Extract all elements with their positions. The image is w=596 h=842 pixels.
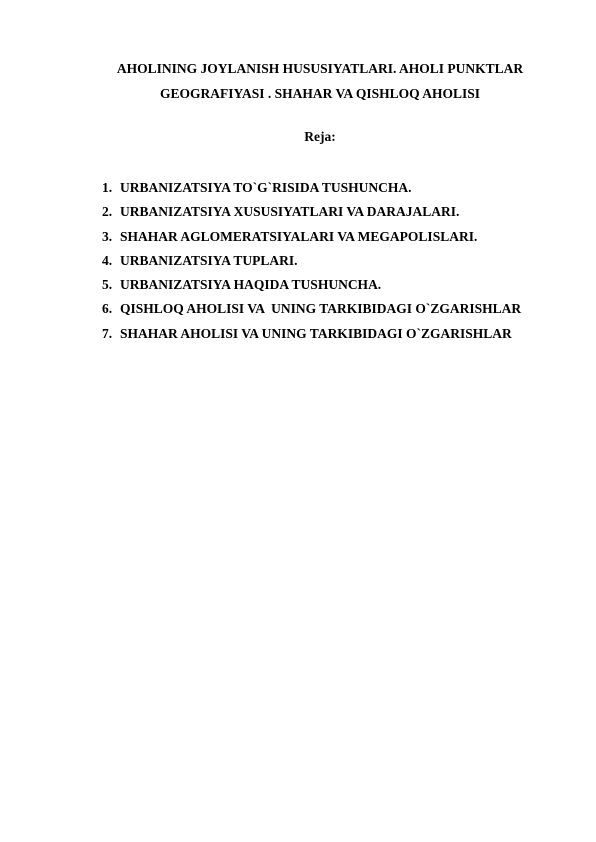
plan-item-number: 1. — [102, 180, 113, 195]
document-title — [90, 56, 550, 106]
plan-item-number: 6. — [102, 301, 113, 317]
plan-item-text: SHAHAR AHOLISI VA UNING TARKIBIDAGI O`ZGARISHLAR — [120, 325, 512, 341]
plan-item — [102, 249, 521, 273]
plan-item-number: 7. — [102, 325, 113, 341]
plan-item-text: SHAHAR AGLOMERATSIYALARI VA MEGAPOLISLARI. — [120, 228, 478, 244]
plan-item — [102, 297, 521, 321]
title-line-2: GEOGRAFIYASI . SHAHAR VA QISHLOQ AHOLISI — [159, 86, 481, 101]
plan-item — [102, 176, 521, 200]
plan-heading: Reja: — [304, 129, 336, 144]
plan-item-number: 3. — [102, 228, 113, 244]
plan-item — [102, 322, 521, 346]
plan-item-text: URBANIZATSIYA XUSUSIYATLARI VA DARAJALARI. — [120, 204, 460, 220]
plan-item — [102, 225, 521, 249]
title-line-1: AHOLINING JOYLANISH HUSUSIYATLARI. AHOLI PUNKTLAR — [116, 61, 524, 76]
plan-item-text: URBANIZATSIYA TUPLARI. — [120, 252, 298, 268]
plan-item-number: 4. — [102, 252, 113, 268]
plan-item-text: URBANIZATSIYA TO`G`RISIDA TUSHUNCHA. — [120, 180, 412, 195]
plan-item — [102, 273, 521, 297]
plan-item-number: 2. — [102, 204, 113, 220]
plan-item — [102, 200, 521, 224]
plan-item-number: 5. — [102, 277, 113, 293]
plan-item-text: QISHLOQ AHOLISI VA UNING TARKIBIDAGI O`ZGARISHLAR — [120, 301, 522, 317]
plan-item-text: URBANIZATSIYA HAQIDA TUSHUNCHA. — [120, 277, 382, 293]
plan-list — [102, 176, 521, 346]
